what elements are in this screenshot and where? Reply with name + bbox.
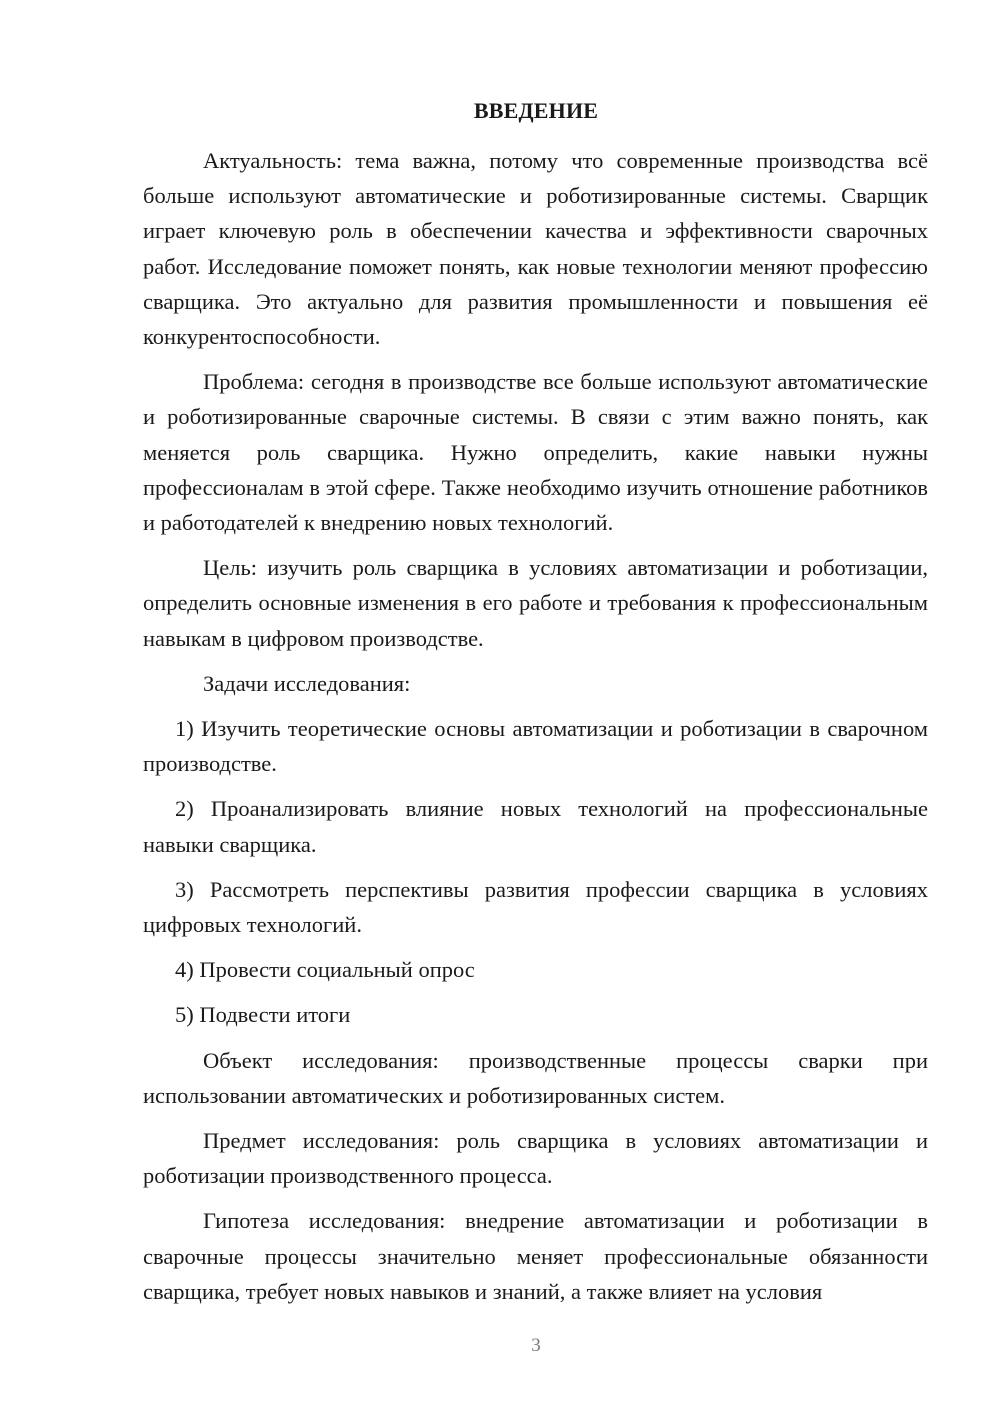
task-item-4: 4) Провести социальный опрос [175,957,475,983]
task-item-1: 1) Изучить теоретические основы автоматизации и роботизации в сварочном производстве. [143,716,928,777]
task-item-3: 3) Рассмотреть перспективы развития профессии сварщика в условиях цифровых технологий. [143,876,928,938]
section-heading: ВВЕДЕНИЕ [473,98,599,123]
page-number: 3 [531,1335,541,1356]
paragraph-subject: Предмет исследования: роль сварщика в условиях автоматизации и роботизации производственного процесса. [143,1128,928,1189]
paragraph-tasks-heading: Задачи исследования: [203,670,411,696]
paragraph-problem: Проблема: сегодня в производстве все больше используют автоматические и роботизированные сварочные системы. В связи с этим важно понять, как меняется роль сварщика. Нужно определить, какие навыки нужны профессионалам в этой сфере. Также необходимо изучить отношение работников и работодателей к внедрению новых технологий. [143,369,928,536]
task-item-5: 5) Подвести итоги [175,1002,351,1028]
task-item-2: 2) Проанализировать влияние новых технологий на профессиональные навыки сварщика. [143,796,928,857]
paragraph-hypothesis: Гипотеза исследования: внедрение автоматизации и роботизации в сварочные процессы значительно меняет профессиональные обязанности сварщика, требует новых навыков и знаний, а также влияет на условия [143,1208,928,1304]
body-text [143,143,928,1319]
paragraph-goal: Цель: изучить роль сварщика в условиях автоматизации и роботизации, определить основные изменения в его работе и требования к профессиональным навыкам в цифровом производстве. [143,555,928,651]
paragraph-relevance: Актуальность: тема важна, потому что современные производства всё больше используют автоматические и роботизированные системы. Сварщик играет ключевую роль в обеспечении качества и эффективности сварочных работ. Исследование поможет понять, как новые технологии меняют профессию сварщика. Это актуально для развития промышленности и повышения её конкурентоспособности. [143,148,928,350]
paragraph-object: Объект исследования: производственные процессы сварки при использовании автоматических и роботизированных систем. [143,1047,928,1108]
